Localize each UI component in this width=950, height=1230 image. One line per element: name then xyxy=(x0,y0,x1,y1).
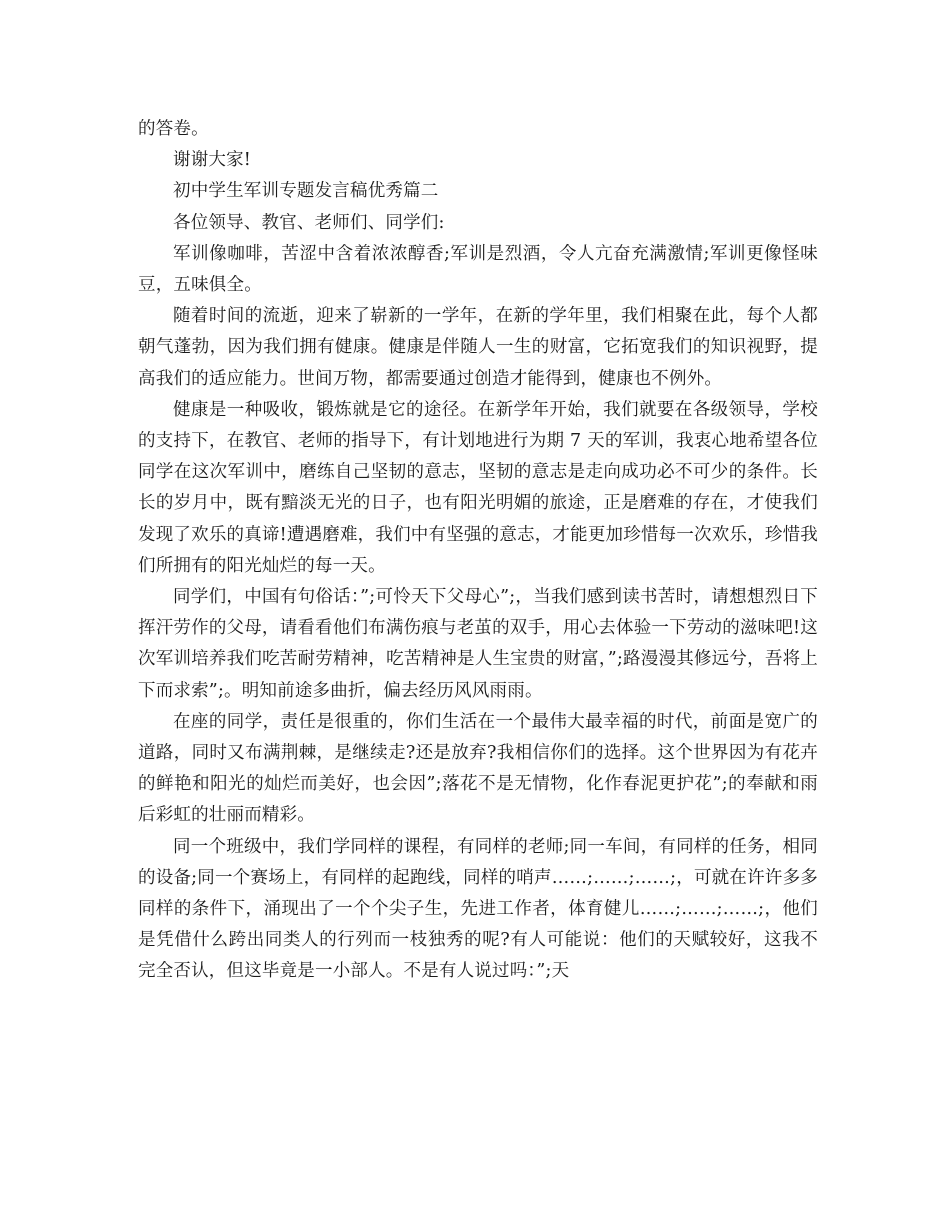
paragraph: 健康是一种吸收，锻炼就是它的途径。在新学年开始，我们就要在各级领导，学校的支持下，在教官、老师的指导下，有计划地进行为期 7 天的军训，我衷心地希望各位同学在这次军训中，磨练自己坚韧的意志，坚韧的意志是走向成功必不可少的条件。长长的岁月中，既有黯淡无光的日子，也有阳光明媚的旅途，正是磨难的存在，才使我们发现了欢乐的真谛!遭遇磨难，我们中有坚强的意志，才能更加珍惜每一次欢乐，珍惜我们所拥有的阳光灿烂的每一天。 xyxy=(138,399,818,576)
document-body xyxy=(138,114,818,988)
paragraph: 同一个班级中，我们学同样的课程，有同样的老师;同一车间，有同样的任务，相同的设备;同一个赛场上，有同样的起跑线，同样的哨声……;……;……;，可就在许许多多同样的条件下，涌现出了一个个尖子生，先进工作者，体育健儿……;……;……;，他们是凭借什么跨出同类人的行列而一枝独秀的呢?有人可能说：他们的天赋较好，这我不完全否认，但这毕竟是一小部人。不是有人说过吗：”;天 xyxy=(138,836,818,982)
paragraph: 的答卷。 xyxy=(138,119,209,139)
paragraph: 军训像咖啡，苦涩中含着浓浓醇香;军训是烈酒，令人亢奋充满激情;军训更像怪味豆，五味俱全。 xyxy=(138,243,818,296)
paragraph: 同学们，中国有句俗话：”;可怜天下父母心”;，当我们感到读书苦时，请想想烈日下挥汗劳作的父母，请看看他们布满伤痕与老茧的双手，用心去体验一下劳动的滋味吧!这次军训培养我们吃苦耐劳精神，吃苦精神是人生宝贵的财富，”;路漫漫其修远兮，吾将上下而求索”;。明知前途多曲折，偏去经历风风雨雨。 xyxy=(138,587,818,701)
paragraph: 在座的同学，责任是很重的，你们生活在一个最伟大最幸福的时代，前面是宽广的道路，同时又布满荆棘，是继续走?还是放弃?我相信你们的选择。这个世界因为有花卉的鲜艳和阳光的灿烂而美好，也会因”;落花不是无情物，化作春泥更护花”;的奉献和雨后彩虹的壮丽而精彩。 xyxy=(138,711,818,826)
salutation: 各位领导、教官、老师们、同学们: xyxy=(173,212,445,233)
paragraph: 谢谢大家! xyxy=(173,150,252,171)
paragraph: 随着时间的流逝，迎来了崭新的一学年，在新的学年里，我们相聚在此，每个人都朝气蓬勃，因为我们拥有健康。健康是伴随人一生的财富，它拓宽我们的知识视野，提高我们的适应能力。世间万物，都需要通过创造才能得到，健康也不例外。 xyxy=(138,306,818,389)
section-heading: 初中学生军训专题发言稿优秀篇二 xyxy=(173,181,439,202)
